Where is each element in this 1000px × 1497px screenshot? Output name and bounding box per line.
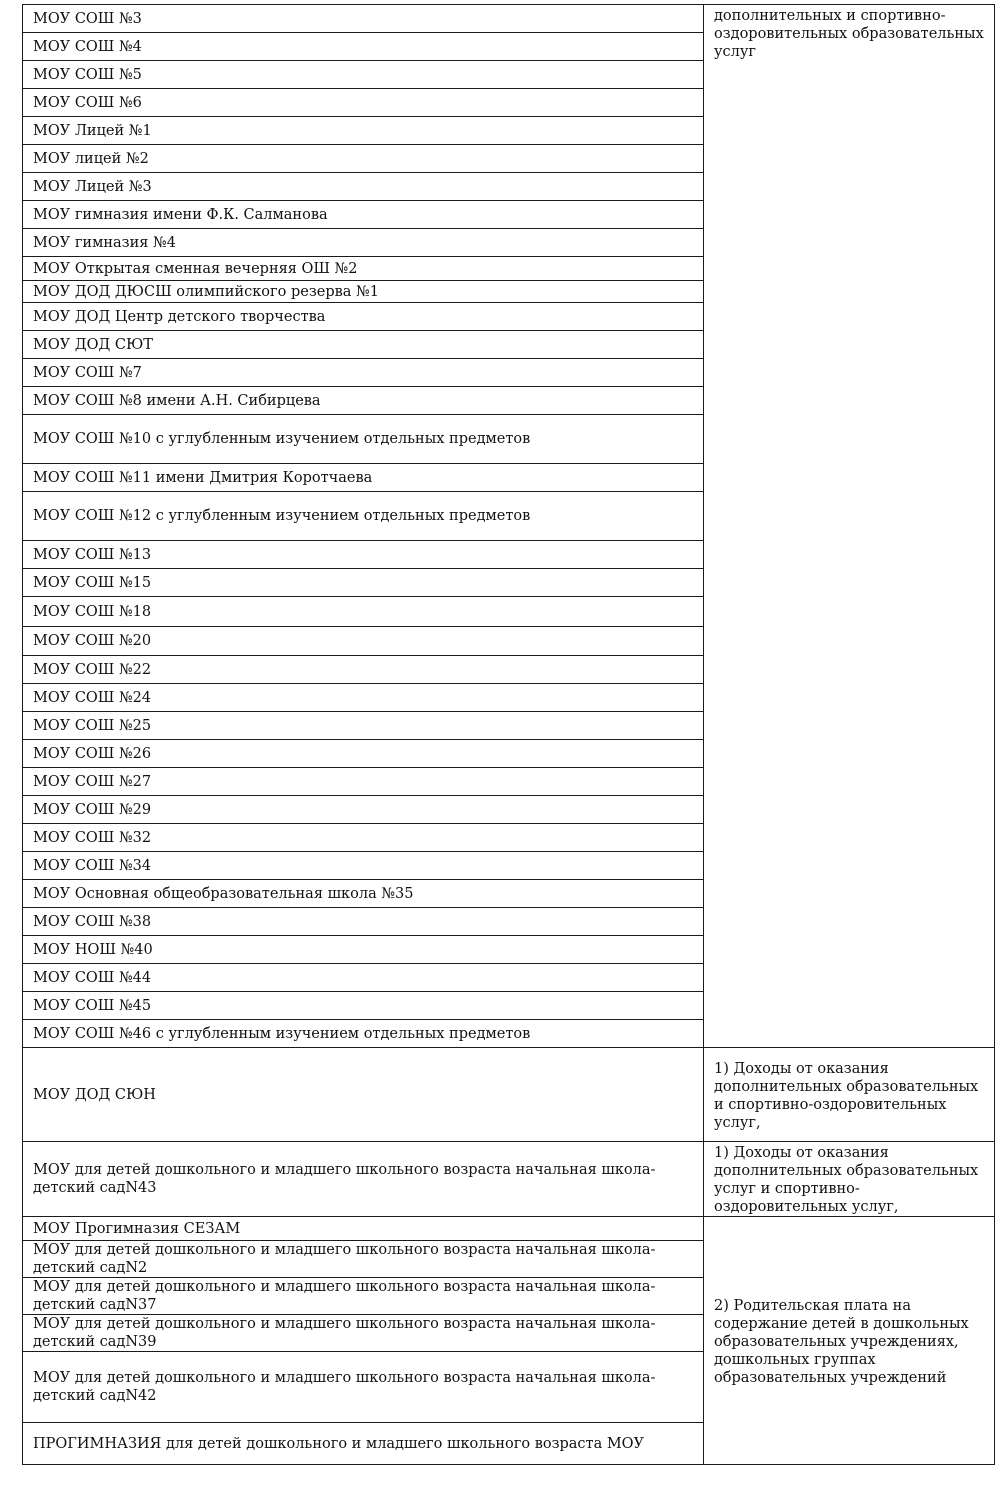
institution-text-line: детский садN43	[33, 1180, 157, 1196]
institution-cell: МОУ СОШ №22	[23, 656, 704, 684]
institution-cell: МОУ СОШ №46 с углубленным изучением отдельных предметов	[23, 1020, 704, 1048]
institution-text-line: МОУ для детей дошкольного и младшего школьного возраста начальная школа-	[33, 1316, 656, 1332]
income-sources-cell	[704, 5, 995, 1048]
institution-cell: МОУ СОШ №15	[23, 569, 704, 597]
income-text-line: услуг,	[714, 1114, 761, 1131]
institution-cell: МОУ Лицей №1	[23, 117, 704, 145]
document-page	[22, 4, 995, 1465]
income-sources-cell	[704, 1142, 995, 1217]
institution-cell: МОУ СОШ №44	[23, 964, 704, 992]
institution-cell: МОУ СОШ №10 с углубленным изучением отдельных предметов	[23, 415, 704, 464]
institution-cell: МОУ НОШ №40	[23, 936, 704, 964]
institution-cell: МОУ СОШ №29	[23, 796, 704, 824]
income-text-line: оздоровительных услуг,	[714, 1199, 899, 1215]
institution-text-line: детский садN2	[33, 1260, 148, 1276]
income-text-line: дополнительных и спортивно-	[714, 8, 946, 24]
institution-cell: МОУ СОШ №8 имени А.Н. Сибирцева	[23, 387, 704, 415]
institution-cell: МОУ ДОД СЮН	[23, 1048, 704, 1142]
institution-cell	[23, 1352, 704, 1423]
income-text-line: образовательных учреждениях,	[714, 1333, 959, 1350]
income-sources-cell	[704, 1217, 995, 1465]
institution-cell: МОУ ДОД ДЮСШ олимпийского резерва №1	[23, 281, 704, 303]
income-text-line: дополнительных образовательных	[714, 1078, 979, 1095]
income-sources-cell	[704, 1048, 995, 1142]
institution-cell	[23, 1315, 704, 1352]
institution-text-line: МОУ для детей дошкольного и младшего школьного возраста начальная школа-	[33, 1370, 656, 1386]
institution-text-line: МОУ для детей дошкольного и младшего школьного возраста начальная школа-	[33, 1242, 656, 1258]
income-text-line: дополнительных образовательных	[714, 1163, 979, 1179]
institution-cell: МОУ лицей №2	[23, 145, 704, 173]
institution-cell: МОУ гимназия №4	[23, 229, 704, 257]
institution-text-line: детский садN39	[33, 1334, 157, 1350]
institution-cell: МОУ Прогимназия СЕЗАМ	[23, 1217, 704, 1241]
institution-cell: МОУ СОШ №6	[23, 89, 704, 117]
institution-cell	[23, 1241, 704, 1278]
institution-cell: МОУ СОШ №25	[23, 712, 704, 740]
institution-cell: МОУ гимназия имени Ф.К. Салманова	[23, 201, 704, 229]
income-text-line: 2) Родительская плата на	[714, 1297, 911, 1314]
institution-cell: МОУ СОШ №27	[23, 768, 704, 796]
income-text-line: содержание детей в дошкольных	[714, 1315, 969, 1332]
institution-cell: ПРОГИМНАЗИЯ для детей дошкольного и младшего школьного возраста МОУ	[23, 1423, 704, 1465]
institution-cell: МОУ СОШ №4	[23, 33, 704, 61]
income-text-line: образовательных учреждений	[714, 1369, 947, 1386]
income-text-line: услуг и спортивно-	[714, 1181, 860, 1197]
institution-cell: МОУ СОШ №13	[23, 541, 704, 569]
income-text-line: дошкольных группах	[714, 1351, 876, 1368]
institution-cell	[23, 1278, 704, 1315]
income-text-line: 1) Доходы от оказания	[714, 1145, 889, 1161]
institution-cell: МОУ ДОД Центр детского творчества	[23, 303, 704, 331]
institution-text-line: детский садN37	[33, 1297, 157, 1313]
institution-cell: МОУ ДОД СЮТ	[23, 331, 704, 359]
institution-cell: МОУ СОШ №24	[23, 684, 704, 712]
institution-cell: МОУ СОШ №18	[23, 597, 704, 627]
institution-cell: МОУ СОШ №32	[23, 824, 704, 852]
institution-cell: МОУ СОШ №12 с углубленным изучением отдельных предметов	[23, 492, 704, 541]
institution-cell: МОУ СОШ №3	[23, 5, 704, 33]
institution-cell: МОУ СОШ №34	[23, 852, 704, 880]
institution-text-line: МОУ для детей дошкольного и младшего школьного возраста начальная школа-	[33, 1279, 656, 1295]
institution-cell: МОУ СОШ №7	[23, 359, 704, 387]
income-text-line: 1) Доходы от оказания	[714, 1060, 889, 1077]
income-text-line: оздоровительных образовательных	[714, 26, 984, 42]
institution-text-line: детский садN42	[33, 1388, 157, 1404]
institution-cell: МОУ СОШ №38	[23, 908, 704, 936]
institution-cell: МОУ СОШ №11 имени Дмитрия Коротчаева	[23, 464, 704, 492]
institution-cell: МОУ Лицей №3	[23, 173, 704, 201]
income-text-line: и спортивно-оздоровительных	[714, 1096, 947, 1113]
institution-cell: МОУ Открытая сменная вечерняя ОШ №2	[23, 257, 704, 281]
institutions-table	[22, 4, 995, 1465]
institution-text-line: МОУ для детей дошкольного и младшего школьного возраста начальная школа-	[33, 1162, 656, 1178]
institution-cell: МОУ СОШ №26	[23, 740, 704, 768]
institution-cell: МОУ СОШ №45	[23, 992, 704, 1020]
institution-cell: МОУ Основная общеобразовательная школа №35	[23, 880, 704, 908]
income-text-line: услуг	[714, 44, 756, 60]
institution-cell	[23, 1142, 704, 1217]
institution-cell: МОУ СОШ №5	[23, 61, 704, 89]
institution-cell: МОУ СОШ №20	[23, 627, 704, 656]
